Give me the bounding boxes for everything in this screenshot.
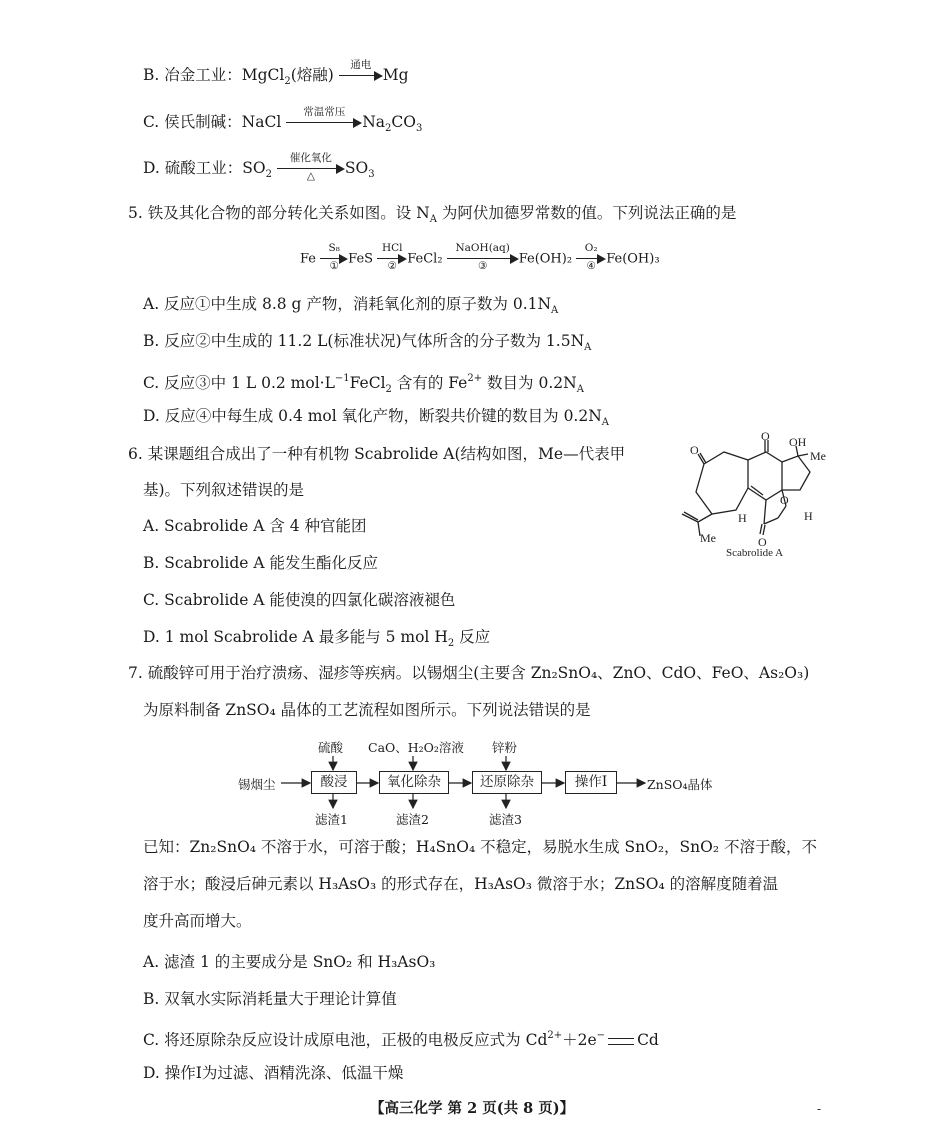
flow-add1: 硫酸 (318, 740, 344, 755)
q5-stem-sub: A (429, 214, 437, 225)
q5-c1-bot: ① (329, 260, 339, 272)
footer-mark: ‐ (817, 1102, 822, 1116)
q4-c-prodsub1: 2 (385, 123, 392, 134)
q6-d-text2: 反应 (454, 628, 491, 646)
q5-d-text: D. 反应④中每生成 0.4 mol 氧化产物，断裂共价键的数目为 0.2N (143, 407, 602, 425)
q7-option-c (143, 1026, 659, 1050)
q4-d-condition: 催化氧化 (289, 152, 332, 164)
q5-a-sub: A (551, 305, 559, 316)
q4-c-text: C. 侯氏制碱：NaCl (143, 113, 282, 131)
q7-option-b: B. 双氧水实际消耗量大于理论计算值 (143, 990, 397, 1008)
q6-option-b: B. Scabrolide A 能发生酯化反应 (143, 554, 379, 572)
q4-b-text: B. 冶金工业：MgCl (143, 66, 285, 84)
q7-option-a: A. 滤渣 1 的主要成分是 SnO₂ 和 H₃AsO₃ (143, 953, 436, 971)
q4-d-sub: 2 (265, 169, 272, 180)
q6-d-sub: 2 (447, 638, 455, 649)
fig-o1: O (690, 443, 699, 457)
fig-oh: OH (789, 435, 807, 449)
q7-known-line3: 度升高而增大。 (143, 912, 252, 930)
q5-fecl2: FeCl₂ (407, 251, 443, 267)
q5-stem-a: 5. 铁及其化合物的部分转化关系如图。设 N (128, 204, 430, 222)
q5-a-text: A. 反应①中生成 8.8 g 产物，消耗氧化剂的原子数为 0.1N (143, 295, 552, 313)
q5-c-sup1: −1 (334, 373, 350, 384)
q5-fes: FeS (348, 251, 374, 267)
flow-input: 锡烟尘 (238, 777, 276, 792)
q7-c-text3: Cd (637, 1031, 659, 1049)
q7-option-d: D. 操作Ⅰ为过滤、酒精洗涤、低温干燥 (143, 1064, 404, 1082)
fig-o2: O (761, 432, 770, 443)
flow-box1: 酸浸 (311, 771, 357, 794)
q4-d-text: D. 硫酸工业：SO (143, 159, 266, 177)
q5-c2-bot: ② (387, 260, 397, 272)
q4-d-prodsub: 3 (368, 169, 375, 180)
q5-feoh2: Fe(OH)₂ (518, 251, 573, 267)
q5-c-text4: 数目为 0.2N (482, 374, 577, 392)
q5-fe: Fe (300, 251, 317, 267)
q6-stem-line1: 6. 某课题组合成出了一种有机物 Scabrolide A(结构如图，Me—代表甲 (128, 445, 626, 463)
q7-c-sup2: − (596, 1030, 606, 1041)
q5-c3-top: NaOH(aq) (455, 242, 510, 254)
flow-add2: CaO、H₂O₂溶液 (368, 740, 464, 755)
flow-waste3: 滤渣3 (489, 812, 522, 827)
page-footer: 【高三化学 第 2 页(共 8 页)】 (370, 1100, 575, 1117)
q6-stem-line2: 基)。下列叙述错误的是 (143, 481, 305, 499)
q5-c-text1: C. 反应③中 1 L 0.2 mol·L (143, 374, 335, 392)
flow-box4: 操作Ⅰ (565, 771, 617, 794)
fig-o4: O (758, 535, 767, 549)
flow-box2: 氧化除杂 (379, 771, 449, 794)
q5-c-sup2: 2+ (467, 373, 483, 384)
q5-c3-bot: ③ (477, 260, 488, 272)
q5-c4-bot: ④ (586, 260, 596, 272)
q7-stem-line2: 为原料制备 ZnSO₄ 晶体的工艺流程如图所示。下列说法错误的是 (143, 701, 591, 719)
q6-option-c: C. Scabrolide A 能使溴的四氯化碳溶液褪色 (143, 591, 456, 609)
q5-c1-top: S₈ (328, 242, 340, 254)
q5-d-sub: A (601, 417, 610, 428)
q7-c-text1: C. 将还原除杂反应设计成原电池，正极的电极反应式为 Cd (143, 1031, 548, 1049)
q5-c-text2: FeCl (349, 374, 386, 392)
fig-o3: O (780, 493, 789, 507)
q4-c-condition: 常温常压 (303, 106, 346, 118)
q5-b-sub: A (584, 342, 592, 353)
q5-c-na-sub: A (576, 384, 584, 395)
q5-stem-b: 为阿伏加德罗常数的值。下列说法正确的是 (436, 204, 737, 222)
q5-c2-top: HCl (381, 242, 403, 254)
q4-c-prodsub2: 3 (416, 123, 423, 134)
flow-box3: 还原除杂 (472, 771, 542, 794)
q7-c-text2: ＋2e (562, 1031, 597, 1049)
q6-option-a: A. Scabrolide A 含 4 种官能团 (143, 517, 367, 535)
flow-waste2: 滤渣2 (396, 812, 429, 827)
q5-c4-top: O₂ (584, 242, 598, 254)
q4-b-mid: (熔融) (290, 66, 334, 84)
fig-me2: Me (700, 531, 716, 545)
q4-b-condition: 通电 (350, 59, 372, 71)
q4-d-product: SO (344, 159, 369, 177)
q5-c-sub: 2 (385, 384, 392, 395)
q4-c-prod2: CO (391, 113, 416, 131)
q6-d-text1: D. 1 mol Scabrolide A 最多能与 5 mol H (143, 628, 448, 646)
q5-b-text: B. 反应②中生成的 11.2 L(标准状况)气体所含的分子数为 1.5N (143, 332, 585, 350)
q7-c-sup1: 2+ (547, 1030, 563, 1041)
q7-known-line1: 已知：Zn₂SnO₄ 不溶于水，可溶于酸；H₄SnO₄ 不稳定，易脱水生成 SnO₂，SnO₂ 不溶于酸，不 (143, 838, 817, 856)
q4-c-prod1: Na (362, 113, 386, 131)
q4-b-product: Mg (382, 66, 409, 84)
fig-h2: H (804, 509, 813, 523)
fig-h1: H (738, 511, 747, 525)
flow-output: ZnSO₄晶体 (647, 777, 713, 792)
q7-known-line2: 溶于水；酸浸后砷元素以 H₃AsO₃ 的形式存在，H₃AsO₃ 微溶于水；ZnSO₄ 的溶解度随着温 (143, 875, 779, 893)
flow-add3: 锌粉 (492, 740, 518, 755)
q5-feoh3: Fe(OH)₃ (606, 251, 660, 267)
fig-me1: Me (810, 449, 826, 463)
q4-d-heat: △ (306, 170, 315, 182)
flow-waste1: 滤渣1 (315, 812, 348, 827)
fig-caption: Scabrolide A (726, 547, 784, 559)
q7-c-eqsign (608, 1038, 634, 1045)
q4-b-sub: 2 (284, 76, 291, 87)
q7-stem-line1: 7. 硫酸锌可用于治疗溃疡、湿疹等疾病。以锡烟尘(主要含 Zn₂SnO₄、ZnO、CdO、FeO、As₂O₃) (128, 664, 810, 682)
q5-c-text3: 含有的 Fe (391, 374, 468, 392)
